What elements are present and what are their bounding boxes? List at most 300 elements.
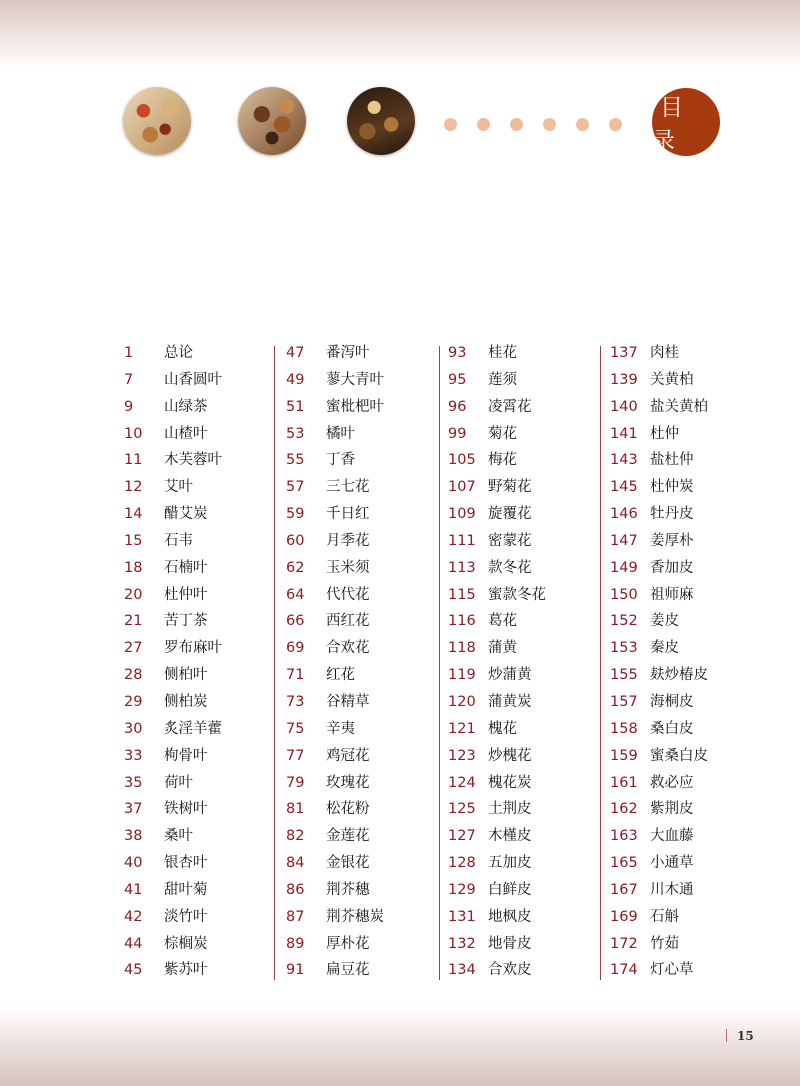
toc-entry-title: 代代花 [326, 586, 370, 603]
toc-entry-page: 91 [286, 962, 305, 979]
toc-entry-title: 菊花 [488, 425, 517, 442]
toc-entry[interactable] [448, 608, 596, 635]
toc-entry-title: 紫荆皮 [650, 801, 694, 818]
toc-entry[interactable] [124, 931, 269, 958]
toc-entry-title: 醋艾炭 [164, 506, 208, 523]
toc-entry[interactable] [286, 770, 434, 797]
toc-entry[interactable] [124, 367, 269, 394]
toc-entry-title: 金莲花 [326, 828, 370, 845]
toc-entry-page: 107 [448, 479, 476, 496]
toc-entry-title: 厚朴花 [326, 935, 370, 952]
toc-entry[interactable] [286, 823, 434, 850]
toc-column-1 [124, 340, 269, 984]
toc-entry-page: 155 [610, 667, 638, 684]
toc-entry-page: 86 [286, 881, 305, 898]
toc-entry-page: 137 [610, 345, 638, 361]
toc-entry-page: 71 [286, 667, 305, 684]
toc-entry-title: 蒲黄 [488, 640, 517, 657]
toc-entry-title: 旋覆花 [488, 506, 532, 523]
toc-entry[interactable] [124, 796, 269, 823]
toc-entry-page: 44 [124, 935, 143, 952]
toc-entry[interactable] [286, 796, 434, 823]
toc-entry[interactable] [610, 743, 760, 770]
toc-entry[interactable] [124, 421, 269, 448]
toc-entry[interactable] [610, 394, 760, 421]
toc-entry[interactable] [124, 447, 269, 474]
toc-entry-title: 密蒙花 [488, 532, 532, 549]
decor-dot [576, 118, 589, 131]
toc-entry[interactable] [610, 421, 760, 448]
toc-entry-page: 157 [610, 693, 638, 710]
toc-entry[interactable] [610, 555, 760, 582]
toc-entry[interactable] [124, 555, 269, 582]
toc-entry[interactable] [448, 421, 596, 448]
toc-entry-page: 153 [610, 640, 638, 657]
toc-entry[interactable] [610, 367, 760, 394]
toc-entry-page: 116 [448, 613, 476, 630]
toc-entry[interactable] [286, 716, 434, 743]
toc-entry[interactable] [448, 367, 596, 394]
toc-entry-page: 165 [610, 855, 638, 872]
toc-entry-page: 47 [286, 345, 305, 361]
toc-entry-page: 49 [286, 371, 305, 388]
herbs-photo-1 [123, 87, 191, 155]
toc-entry-page: 51 [286, 398, 305, 415]
toc-entry[interactable] [286, 957, 434, 984]
toc-entry-page: 20 [124, 586, 143, 603]
toc-entry-page: 132 [448, 935, 476, 952]
toc-entry[interactable] [286, 743, 434, 770]
toc-entry-page: 29 [124, 693, 143, 710]
toc-entry-title: 石斛 [650, 908, 679, 925]
toc-entry-page: 121 [448, 720, 476, 737]
toc-entry-title: 白鲜皮 [488, 881, 532, 898]
toc-entry-title: 五加皮 [488, 855, 532, 872]
toc-entry-title: 总论 [164, 345, 193, 361]
toc-entry-title: 松花粉 [326, 801, 370, 818]
toc-entry[interactable] [124, 823, 269, 850]
toc-entry-title: 款冬花 [488, 559, 532, 576]
toc-entry-title: 救必应 [650, 774, 694, 791]
toc-entry-title: 桂花 [488, 345, 517, 361]
toc-entry[interactable] [124, 635, 269, 662]
toc-entry[interactable] [610, 635, 760, 662]
toc-entry-title: 梅花 [488, 452, 517, 469]
toc-entry-page: 147 [610, 532, 638, 549]
herbs-photo-3 [347, 87, 415, 155]
toc-entry[interactable] [286, 662, 434, 689]
toc-entry[interactable] [124, 716, 269, 743]
toc-entry[interactable] [286, 850, 434, 877]
toc-entry[interactable] [448, 394, 596, 421]
toc-entry-page: 113 [448, 559, 476, 576]
toc-entry[interactable] [448, 931, 596, 958]
toc-entry-page: 73 [286, 693, 305, 710]
toc-entry-page: 150 [610, 586, 638, 603]
toc-entry-title: 川木通 [650, 881, 694, 898]
toc-entry[interactable] [124, 474, 269, 501]
toc-entry-title: 姜厚朴 [650, 532, 694, 549]
toc-entry[interactable] [286, 367, 434, 394]
toc-entry[interactable] [448, 716, 596, 743]
toc-entry-title: 关黄柏 [650, 371, 694, 388]
toc-entry-page: 161 [610, 774, 638, 791]
toc-entry-title: 木芙蓉叶 [164, 452, 222, 469]
toc-entry-title: 山绿茶 [164, 398, 208, 415]
toc-entry[interactable] [448, 582, 596, 609]
toc-entry[interactable] [448, 689, 596, 716]
toc-entry-title: 铁树叶 [164, 801, 208, 818]
toc-entry-title: 桑白皮 [650, 720, 694, 737]
toc-entry[interactable] [610, 474, 760, 501]
toc-entry-title: 炒槐花 [488, 747, 532, 764]
toc-entry-page: 131 [448, 908, 476, 925]
toc-entry[interactable] [610, 608, 760, 635]
toc-entry-title: 玫瑰花 [326, 774, 370, 791]
toc-entry-page: 59 [286, 506, 305, 523]
toc-entry-page: 21 [124, 613, 143, 630]
toc-entry[interactable] [610, 770, 760, 797]
toc-entry-page: 158 [610, 720, 638, 737]
toc-entry-page: 146 [610, 506, 638, 523]
toc-entry[interactable] [448, 850, 596, 877]
toc-entry[interactable] [286, 608, 434, 635]
toc-entry[interactable] [124, 957, 269, 984]
toc-entry[interactable] [610, 501, 760, 528]
toc-entry-page: 33 [124, 747, 143, 764]
toc-entry-title: 枸骨叶 [164, 747, 208, 764]
toc-entry-page: 123 [448, 747, 476, 764]
toc-entry-page: 140 [610, 398, 638, 415]
toc-entry-title: 蒲黄炭 [488, 693, 532, 710]
toc-column-4 [610, 340, 760, 984]
toc-entry-title: 地骨皮 [488, 935, 532, 952]
toc-entry-title: 侧柏炭 [164, 693, 208, 710]
toc-entry[interactable] [124, 743, 269, 770]
toc-entry-page: 118 [448, 640, 476, 657]
toc-entry-page: 169 [610, 908, 638, 925]
toc-entry-title: 石韦 [164, 532, 193, 549]
toc-entry-page: 127 [448, 828, 476, 845]
toc-entry-title: 棕榈炭 [164, 935, 208, 952]
toc-entry-page: 37 [124, 801, 143, 818]
toc-entry-page: 14 [124, 506, 143, 523]
toc-entry-page: 152 [610, 613, 638, 630]
toc-entry-title: 橘叶 [326, 425, 355, 442]
toc-column-2 [286, 340, 434, 984]
toc-entry-title: 罗布麻叶 [164, 640, 222, 657]
toc-entry-title: 红花 [326, 667, 355, 684]
toc-entry-title: 杜仲炭 [650, 479, 694, 496]
toc-entry-page: 145 [610, 479, 638, 496]
toc-entry-page: 87 [286, 908, 305, 925]
toc-entry[interactable] [286, 689, 434, 716]
toc-entry[interactable] [124, 770, 269, 797]
toc-entry[interactable] [286, 528, 434, 555]
toc-entry[interactable] [610, 796, 760, 823]
toc-entry-page: 69 [286, 640, 305, 657]
toc-entry-page: 162 [610, 801, 638, 818]
toc-entry-title: 木槿皮 [488, 828, 532, 845]
toc-entry-page: 9 [124, 398, 134, 415]
toc-entry-title: 合欢皮 [488, 962, 532, 979]
toc-entry[interactable] [448, 501, 596, 528]
toc-entry-title: 凌霄花 [488, 398, 532, 415]
decor-dot [477, 118, 490, 131]
toc-entry-page: 60 [286, 532, 305, 549]
toc-entry[interactable] [286, 501, 434, 528]
toc-entry[interactable] [610, 877, 760, 904]
toc-entry-page: 149 [610, 559, 638, 576]
toc-entry[interactable] [124, 340, 269, 367]
toc-entry-title: 牡丹皮 [650, 506, 694, 523]
toc-entry[interactable] [610, 957, 760, 984]
toc-entry-title: 野菊花 [488, 479, 532, 496]
toc-entry-page: 125 [448, 801, 476, 818]
toc-entry[interactable] [124, 904, 269, 931]
toc-entry[interactable] [286, 582, 434, 609]
herbs-photo-2 [238, 87, 306, 155]
toc-entry[interactable] [286, 421, 434, 448]
toc-entry-page: 95 [448, 371, 467, 388]
toc-entry-page: 27 [124, 640, 143, 657]
toc-entry-title: 丁香 [326, 452, 355, 469]
toc-entry-page: 1 [124, 345, 134, 361]
toc-entry-title: 侧柏叶 [164, 667, 208, 684]
toc-entry-page: 18 [124, 559, 143, 576]
toc-entry-title: 合欢花 [326, 640, 370, 657]
toc-entry-title: 山香圆叶 [164, 371, 222, 388]
toc-entry[interactable] [448, 340, 596, 367]
toc-entry[interactable] [610, 662, 760, 689]
toc-entry-title: 香加皮 [650, 559, 694, 576]
toc-entry-title: 麸炒椿皮 [650, 667, 708, 684]
decor-dot [444, 118, 457, 131]
toc-entry[interactable] [610, 582, 760, 609]
decor-dot [543, 118, 556, 131]
toc-entry-page: 109 [448, 506, 476, 523]
toc-entry-page: 167 [610, 881, 638, 898]
toc-entry[interactable] [610, 689, 760, 716]
toc-entry-title: 三七花 [326, 479, 370, 496]
toc-entry-page: 10 [124, 425, 143, 442]
toc-entry-title: 荆芥穗 [326, 881, 370, 898]
toc-entry-title: 蓼大青叶 [326, 371, 384, 388]
toc-entry-page: 105 [448, 452, 476, 469]
toc-entry-title: 荆芥穗炭 [326, 908, 384, 925]
toc-entry[interactable] [610, 850, 760, 877]
toc-entry-page: 81 [286, 801, 305, 818]
toc-entry-title: 甜叶菊 [164, 881, 208, 898]
toc-entry[interactable] [448, 743, 596, 770]
column-divider [274, 346, 275, 980]
toc-entry-title: 石楠叶 [164, 559, 208, 576]
toc-entry[interactable] [124, 582, 269, 609]
toc-entry-page: 111 [448, 532, 476, 549]
toc-entry-title: 蜜款冬花 [488, 586, 546, 603]
toc-entry[interactable] [286, 447, 434, 474]
toc-entry[interactable] [610, 823, 760, 850]
column-divider [600, 346, 601, 980]
toc-entry-title: 海桐皮 [650, 693, 694, 710]
toc-entry[interactable] [124, 501, 269, 528]
toc-entry-page: 141 [610, 425, 638, 442]
toc-entry-title: 桑叶 [164, 828, 193, 845]
footer-band [0, 1006, 800, 1086]
toc-entry-title: 荷叶 [164, 774, 193, 791]
toc-entry[interactable] [610, 904, 760, 931]
toc-entry-page: 57 [286, 479, 305, 496]
toc-entry-title: 辛夷 [326, 720, 355, 737]
header-band [0, 0, 800, 68]
toc-entry-title: 鸡冠花 [326, 747, 370, 764]
toc-entry[interactable] [448, 877, 596, 904]
toc-entry-title: 灯心草 [650, 962, 694, 979]
toc-entry-page: 82 [286, 828, 305, 845]
toc-entry-title: 银杏叶 [164, 855, 208, 872]
toc-entry[interactable] [448, 635, 596, 662]
toc-entry[interactable] [286, 635, 434, 662]
decor-dot [510, 118, 523, 131]
toc-entry-page: 75 [286, 720, 305, 737]
toc-entry-title: 千日红 [326, 506, 370, 523]
toc-entry[interactable] [448, 528, 596, 555]
toc-entry-title: 盐杜仲 [650, 452, 694, 469]
toc-entry[interactable] [124, 662, 269, 689]
toc-entry-page: 41 [124, 881, 143, 898]
toc-entry-title: 小通草 [650, 855, 694, 872]
toc-entry-title: 玉米须 [326, 559, 370, 576]
toc-entry-page: 79 [286, 774, 305, 791]
toc-entry-title: 葛花 [488, 613, 517, 630]
toc-entry-title: 扁豆花 [326, 962, 370, 979]
toc-entry-page: 64 [286, 586, 305, 603]
folio-divider [726, 1029, 727, 1042]
toc-entry-page: 99 [448, 425, 467, 442]
toc-entry-title: 秦皮 [650, 640, 679, 657]
toc-entry-title: 苦丁茶 [164, 613, 208, 630]
toc-entry-page: 35 [124, 774, 143, 791]
toc-entry-title: 地枫皮 [488, 908, 532, 925]
column-divider [439, 346, 440, 980]
toc-entry-title: 槐花 [488, 720, 517, 737]
toc-entry[interactable] [448, 555, 596, 582]
toc-entry-page: 53 [286, 425, 305, 442]
toc-entry[interactable] [448, 662, 596, 689]
toc-entry-title: 姜皮 [650, 613, 679, 630]
toc-entry[interactable] [448, 447, 596, 474]
toc-entry-title: 杜仲 [650, 425, 679, 442]
toc-entry-page: 143 [610, 452, 638, 469]
page-number: 15 [737, 1029, 754, 1043]
toc-entry[interactable] [124, 528, 269, 555]
toc-entry-title: 紫苏叶 [164, 962, 208, 979]
toc-entry[interactable] [286, 877, 434, 904]
toc-entry[interactable] [448, 823, 596, 850]
toc-title: 目 录 [652, 95, 691, 154]
toc-entry-title: 莲须 [488, 371, 517, 388]
toc-entry-page: 77 [286, 747, 305, 764]
toc-entry[interactable] [286, 340, 434, 367]
toc-entry[interactable] [610, 931, 760, 958]
toc-entry-page: 62 [286, 559, 305, 576]
toc-entry-page: 89 [286, 935, 305, 952]
toc-entry-page: 30 [124, 720, 143, 737]
toc-entry[interactable] [610, 447, 760, 474]
toc-entry[interactable] [124, 850, 269, 877]
toc-entry[interactable] [286, 394, 434, 421]
toc-entry[interactable] [448, 474, 596, 501]
toc-entry-page: 42 [124, 908, 143, 925]
toc-entry-page: 172 [610, 935, 638, 952]
toc-entry-page: 129 [448, 881, 476, 898]
toc-entry-title: 山楂叶 [164, 425, 208, 442]
toc-entry-title: 肉桂 [650, 345, 679, 361]
toc-entry[interactable] [124, 877, 269, 904]
toc-entry-page: 115 [448, 586, 476, 603]
toc-entry-page: 139 [610, 371, 638, 388]
toc-entry[interactable] [448, 796, 596, 823]
toc-entry[interactable] [448, 770, 596, 797]
toc-entry-page: 55 [286, 452, 305, 469]
toc-entry-title: 竹茹 [650, 935, 679, 952]
toc-entry-page: 174 [610, 962, 638, 979]
toc-entry[interactable] [610, 716, 760, 743]
toc-entry[interactable] [448, 904, 596, 931]
toc-entry-page: 45 [124, 962, 143, 979]
toc-entry[interactable] [610, 528, 760, 555]
toc-entry-page: 96 [448, 398, 467, 415]
toc-entry-title: 谷精草 [326, 693, 370, 710]
toc-entry-page: 124 [448, 774, 476, 791]
toc-entry-title: 盐关黄柏 [650, 398, 708, 415]
toc-entry-page: 28 [124, 667, 143, 684]
toc-entry-title: 蜜枇杷叶 [326, 398, 384, 415]
toc-entry-title: 土荆皮 [488, 801, 532, 818]
toc-entry-title: 艾叶 [164, 479, 193, 496]
toc-entry-title: 大血藤 [650, 828, 694, 845]
decor-dot [609, 118, 622, 131]
toc-entry-title: 蜜桑白皮 [650, 747, 708, 764]
toc-entry-page: 40 [124, 855, 143, 872]
toc-entry-page: 11 [124, 452, 143, 469]
toc-entry[interactable] [124, 608, 269, 635]
toc-entry-page: 15 [124, 532, 143, 549]
toc-entry-title: 炒蒲黄 [488, 667, 532, 684]
toc-entry-title: 槐花炭 [488, 774, 532, 791]
toc-entry[interactable] [286, 555, 434, 582]
toc-entry-title: 祖师麻 [650, 586, 694, 603]
toc-entry-title: 炙淫羊藿 [164, 720, 222, 737]
toc-entry[interactable] [124, 394, 269, 421]
toc-entry-page: 12 [124, 479, 143, 496]
toc-entry[interactable] [124, 689, 269, 716]
toc-entry[interactable] [286, 931, 434, 958]
toc-entry-page: 120 [448, 693, 476, 710]
toc-column-3 [448, 340, 596, 984]
toc-entry-page: 119 [448, 667, 476, 684]
toc-entry-title: 杜仲叶 [164, 586, 208, 603]
toc-entry-title: 月季花 [326, 532, 370, 549]
toc-entry[interactable] [448, 957, 596, 984]
toc-entry[interactable] [286, 904, 434, 931]
toc-entry[interactable] [610, 340, 760, 367]
toc-entry-page: 93 [448, 345, 467, 361]
toc-entry-page: 7 [124, 371, 134, 388]
toc-entry[interactable] [286, 474, 434, 501]
toc-entry-title: 西红花 [326, 613, 370, 630]
toc-entry-title: 淡竹叶 [164, 908, 208, 925]
